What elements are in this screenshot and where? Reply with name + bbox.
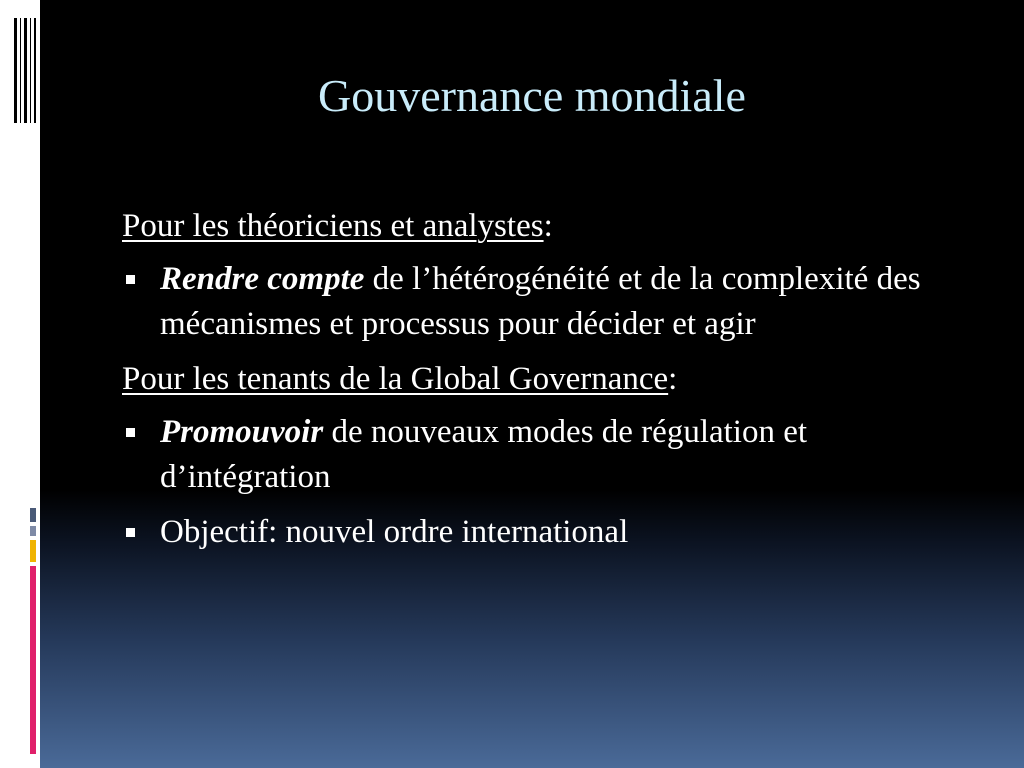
bullet-emphasis: Rendre compte	[160, 261, 365, 297]
vertical-bars-icon	[14, 18, 36, 123]
accent-bar-yellow	[30, 540, 36, 562]
square-bullet-icon	[126, 275, 135, 284]
square-bullet-icon	[126, 528, 135, 537]
section-heading-text: Pour les tenants de la Global Governance	[122, 361, 669, 397]
slide-title: Gouvernance mondiale	[318, 70, 746, 121]
section-heading-text: Pour les théoriciens et analystes	[122, 208, 544, 244]
bullet-item	[122, 257, 942, 347]
square-bullet-icon	[126, 428, 135, 437]
left-decorative-strip	[0, 0, 40, 768]
heading-colon: :	[543, 208, 553, 244]
slide-body	[122, 204, 942, 565]
bullet-emphasis: Promouvoir	[160, 414, 324, 450]
accent-bar-pink	[30, 566, 36, 754]
heading-colon: :	[668, 361, 678, 397]
bullet-text: de nouveaux modes de régulation et d’intégration	[160, 414, 808, 495]
accent-bar-gray-small	[30, 526, 36, 536]
section-heading-theorists	[122, 204, 942, 249]
section-heading-global-governance	[122, 357, 942, 402]
bullet-item	[122, 410, 942, 500]
bullet-text: de l’hétérogénéité et de la complexité des mécanismes et processus pour décider et agir	[160, 261, 921, 342]
accent-bar-gray	[30, 508, 36, 522]
bullet-text: Objectif: nouvel ordre international	[160, 514, 629, 550]
bullet-item	[122, 510, 942, 555]
